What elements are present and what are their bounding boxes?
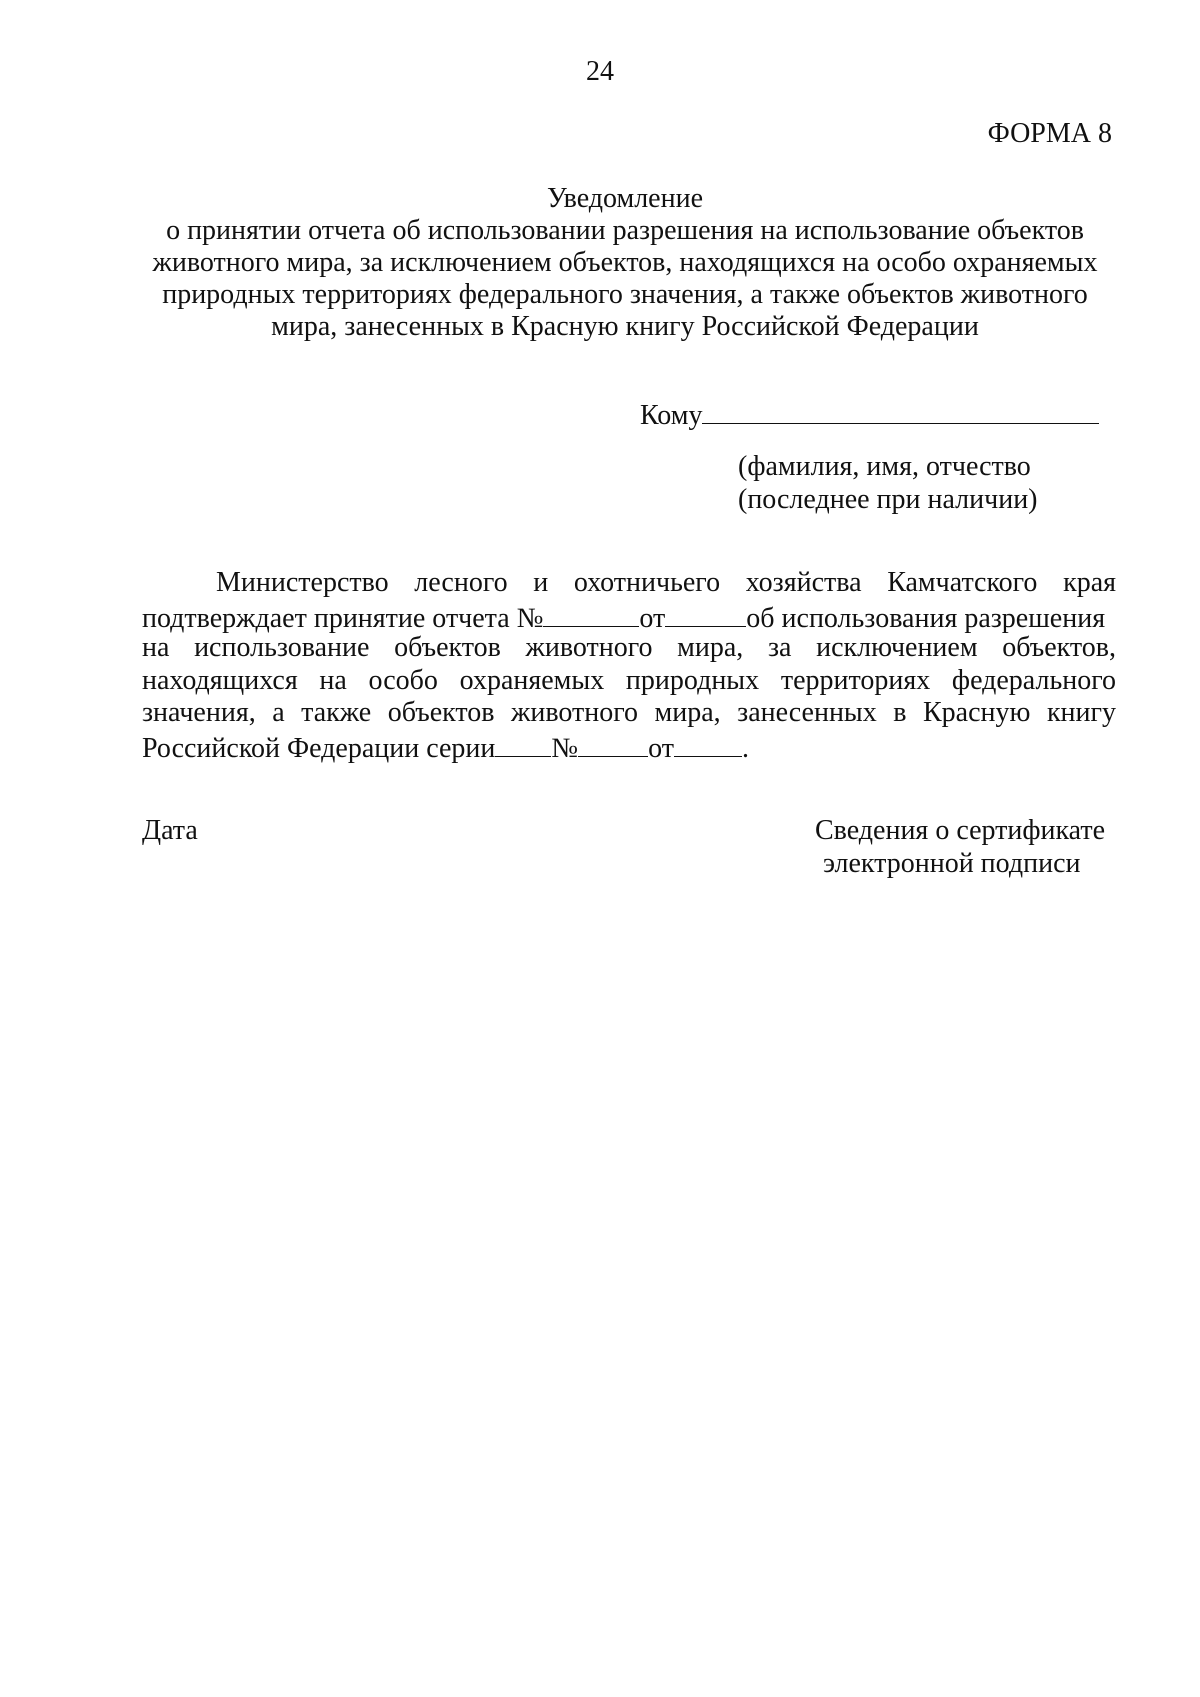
body-line: находящихся на особо охраняемых природных территориях федерального — [142, 664, 1116, 696]
body-text-fragment: № — [551, 732, 579, 764]
body-line: на использование объектов животного мира, за исключением объектов, — [142, 632, 1116, 663]
recipient-hint-line: (последнее при наличии) — [738, 484, 1038, 515]
body-text-fragment: от — [639, 602, 666, 634]
recipient-name-blank[interactable] — [702, 397, 1099, 424]
report-number-blank[interactable] — [543, 600, 639, 627]
form-label: ФОРМА 8 — [987, 118, 1112, 149]
body-text-fragment: подтверждает принятие отчета № — [142, 602, 544, 634]
recipient-label: Кому — [640, 400, 703, 431]
notification-body — [142, 567, 1116, 762]
title-line: мира, занесенных в Красную книгу Российской Федерации — [271, 311, 979, 342]
body-text-fragment: об использования разрешения — [746, 602, 1106, 634]
page-number: 24 — [586, 56, 614, 87]
date-label: Дата — [142, 815, 198, 846]
title-line: о принятии отчета об использовании разрешения на использование объектов — [166, 215, 1084, 246]
permit-date-blank[interactable] — [674, 730, 742, 757]
body-line — [142, 730, 1116, 763]
report-date-blank[interactable] — [665, 600, 746, 627]
title-line: природных территориях федерального значения, а также объектов животного — [162, 279, 1088, 310]
body-text-fragment: Российской Федерации серии — [142, 732, 496, 764]
title-line: животного мира, за исключением объектов, находящихся на особо охраняемых — [152, 247, 1098, 278]
body-line: значения, а также объектов животного мира, занесенных в Красную книгу — [142, 697, 1116, 728]
body-text-fragment: от — [648, 732, 674, 764]
signature-info-line: электронной подписи — [823, 848, 1081, 879]
document-title — [120, 183, 1130, 343]
permit-number-blank[interactable] — [578, 730, 648, 757]
body-text-fragment: . — [741, 732, 749, 764]
recipient-hint — [738, 451, 1038, 517]
title-heading: Уведомление — [546, 183, 703, 214]
recipient-field — [640, 397, 1099, 432]
body-line — [142, 600, 1116, 633]
permit-series-blank[interactable] — [495, 730, 551, 757]
signature-certificate-info — [815, 815, 1105, 881]
body-line: Министерство лесного и охотничьего хозяйства Камчатского края — [216, 567, 1116, 598]
signature-info-line: Сведения о сертификате — [815, 815, 1106, 846]
recipient-hint-line: (фамилия, имя, отчество — [738, 451, 1031, 482]
